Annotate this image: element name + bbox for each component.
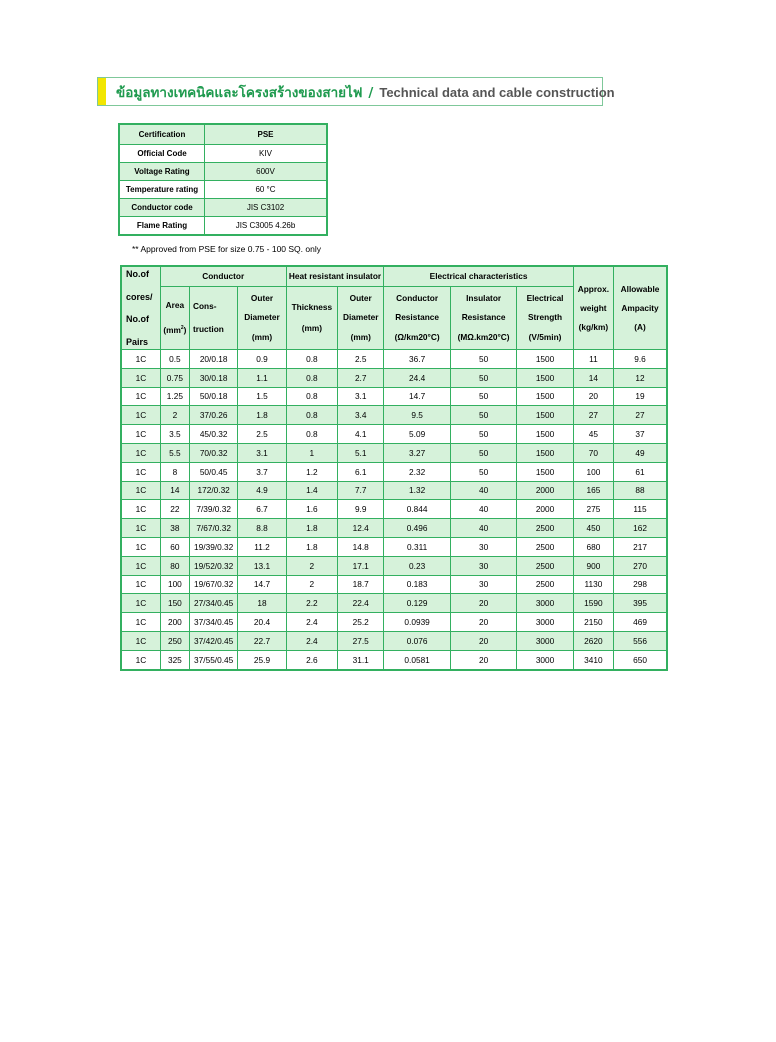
cell-insulator-resistance: 20 xyxy=(450,594,516,613)
cell-construction: 30/0.18 xyxy=(189,368,237,387)
header-outer-diameter: Outer Diameter (mm) xyxy=(238,286,286,349)
cell-electrical-strength: 1500 xyxy=(517,387,573,406)
cell-area: 38 xyxy=(160,519,189,538)
cell-electrical-strength: 1500 xyxy=(517,368,573,387)
header-weight: Approx. weight (kg/km) xyxy=(573,266,613,350)
cell-insulator-outer-diameter: 9.9 xyxy=(338,500,384,519)
header-ampacity: Allowable Ampacity (A) xyxy=(614,266,667,350)
cell-cores: 1C xyxy=(121,500,160,519)
cell-electrical-strength: 2500 xyxy=(517,556,573,575)
cell-construction: 37/55/0.45 xyxy=(189,650,237,669)
cert-row xyxy=(119,181,327,199)
cell-construction: 45/0.32 xyxy=(189,425,237,444)
cell-cores: 1C xyxy=(121,425,160,444)
cell-area: 22 xyxy=(160,500,189,519)
cell-thickness: 2.2 xyxy=(286,594,337,613)
title-accent-bar xyxy=(98,78,106,105)
cert-label: Official Code xyxy=(119,145,205,163)
cell-insulator-resistance: 40 xyxy=(450,481,516,500)
cell-thickness: 1.8 xyxy=(286,519,337,538)
cell-electrical-strength: 1500 xyxy=(517,425,573,444)
cell-weight: 2620 xyxy=(573,631,613,650)
cell-insulator-outer-diameter: 25.2 xyxy=(338,613,384,632)
cell-construction: 172/0.32 xyxy=(189,481,237,500)
cell-outer-diameter: 14.7 xyxy=(238,575,286,594)
table-row xyxy=(121,519,667,538)
cell-thickness: 1.8 xyxy=(286,537,337,556)
cell-construction: 19/39/0.32 xyxy=(189,537,237,556)
header-heat-insulator: Heat resistant insulator xyxy=(286,266,384,286)
cell-thickness: 1.4 xyxy=(286,481,337,500)
table-row xyxy=(121,406,667,425)
cell-weight: 900 xyxy=(573,556,613,575)
cell-area: 0.75 xyxy=(160,368,189,387)
cell-outer-diameter: 2.5 xyxy=(238,425,286,444)
cell-insulator-outer-diameter: 22.4 xyxy=(338,594,384,613)
technical-data-table xyxy=(120,265,668,671)
cell-electrical-strength: 1500 xyxy=(517,443,573,462)
cell-insulator-outer-diameter: 7.7 xyxy=(338,481,384,500)
cell-construction: 27/34/0.45 xyxy=(189,594,237,613)
cell-weight: 2150 xyxy=(573,613,613,632)
table-row xyxy=(121,462,667,481)
cell-conductor-resistance: 14.7 xyxy=(384,387,450,406)
cell-outer-diameter: 13.1 xyxy=(238,556,286,575)
cell-cores: 1C xyxy=(121,631,160,650)
cell-electrical-strength: 2500 xyxy=(517,537,573,556)
cert-value: PSE xyxy=(205,124,328,145)
cell-cores: 1C xyxy=(121,481,160,500)
cell-ampacity: 27 xyxy=(614,406,667,425)
cell-insulator-resistance: 50 xyxy=(450,425,516,444)
cell-thickness: 0.8 xyxy=(286,387,337,406)
cell-outer-diameter: 1.8 xyxy=(238,406,286,425)
cell-weight: 1590 xyxy=(573,594,613,613)
cell-insulator-resistance: 30 xyxy=(450,537,516,556)
cell-conductor-resistance: 0.0939 xyxy=(384,613,450,632)
cell-insulator-outer-diameter: 5.1 xyxy=(338,443,384,462)
cell-outer-diameter: 1.5 xyxy=(238,387,286,406)
cell-area: 5.5 xyxy=(160,443,189,462)
cell-insulator-outer-diameter: 3.4 xyxy=(338,406,384,425)
cell-conductor-resistance: 0.183 xyxy=(384,575,450,594)
cell-conductor-resistance: 9.5 xyxy=(384,406,450,425)
cell-conductor-resistance: 0.844 xyxy=(384,500,450,519)
cell-insulator-outer-diameter: 18.7 xyxy=(338,575,384,594)
cell-construction: 7/67/0.32 xyxy=(189,519,237,538)
cell-insulator-outer-diameter: 2.5 xyxy=(338,350,384,369)
cell-ampacity: 395 xyxy=(614,594,667,613)
cell-cores: 1C xyxy=(121,387,160,406)
cell-insulator-resistance: 20 xyxy=(450,631,516,650)
cell-insulator-resistance: 50 xyxy=(450,350,516,369)
cell-construction: 20/0.18 xyxy=(189,350,237,369)
cell-outer-diameter: 1.1 xyxy=(238,368,286,387)
cell-area: 0.5 xyxy=(160,350,189,369)
cell-conductor-resistance: 0.23 xyxy=(384,556,450,575)
table-row xyxy=(121,350,667,369)
cell-ampacity: 19 xyxy=(614,387,667,406)
cell-insulator-resistance: 40 xyxy=(450,519,516,538)
header-construction: Cons- truction xyxy=(189,286,237,349)
cell-construction: 70/0.32 xyxy=(189,443,237,462)
cert-value: 600V xyxy=(205,163,328,181)
cell-ampacity: 217 xyxy=(614,537,667,556)
header-no-of: No.of cores/ No.of Pairs xyxy=(121,266,160,350)
table-row xyxy=(121,443,667,462)
cell-conductor-resistance: 5.09 xyxy=(384,425,450,444)
cell-conductor-resistance: 0.129 xyxy=(384,594,450,613)
cell-outer-diameter: 8.8 xyxy=(238,519,286,538)
cell-outer-diameter: 3.1 xyxy=(238,443,286,462)
cell-construction: 37/42/0.45 xyxy=(189,631,237,650)
cell-ampacity: 12 xyxy=(614,368,667,387)
cell-insulator-outer-diameter: 14.8 xyxy=(338,537,384,556)
cert-value: 60 °C xyxy=(205,181,328,199)
cell-area: 14 xyxy=(160,481,189,500)
cell-area: 3.5 xyxy=(160,425,189,444)
cell-electrical-strength: 2500 xyxy=(517,519,573,538)
table-row xyxy=(121,481,667,500)
cell-thickness: 0.8 xyxy=(286,350,337,369)
cell-conductor-resistance: 2.32 xyxy=(384,462,450,481)
header-area: Area $(mm^2)$ xyxy=(160,286,189,349)
cell-thickness: 0.8 xyxy=(286,406,337,425)
cell-electrical-strength: 3000 xyxy=(517,594,573,613)
cell-area: 8 xyxy=(160,462,189,481)
cert-value: JIS C3102 xyxy=(205,199,328,217)
cell-conductor-resistance: 0.311 xyxy=(384,537,450,556)
cell-area: 325 xyxy=(160,650,189,669)
cell-conductor-resistance: 1.32 xyxy=(384,481,450,500)
cell-electrical-strength: 1500 xyxy=(517,350,573,369)
cell-construction: 50/0.45 xyxy=(189,462,237,481)
cell-outer-diameter: 6.7 xyxy=(238,500,286,519)
cell-thickness: 2.6 xyxy=(286,650,337,669)
cert-label: Certification xyxy=(119,124,205,145)
table-row xyxy=(121,368,667,387)
cell-insulator-resistance: 20 xyxy=(450,650,516,669)
cert-value: JIS C3005 4.26b xyxy=(205,217,328,236)
cell-ampacity: 61 xyxy=(614,462,667,481)
cell-cores: 1C xyxy=(121,350,160,369)
cell-conductor-resistance: 0.496 xyxy=(384,519,450,538)
cell-weight: 27 xyxy=(573,406,613,425)
cell-electrical-strength: 2000 xyxy=(517,500,573,519)
header-thickness: Thickness (mm) xyxy=(286,286,337,349)
cell-cores: 1C xyxy=(121,406,160,425)
cell-construction: 19/67/0.32 xyxy=(189,575,237,594)
cell-cores: 1C xyxy=(121,650,160,669)
cell-construction: 50/0.18 xyxy=(189,387,237,406)
cell-ampacity: 49 xyxy=(614,443,667,462)
cell-ampacity: 88 xyxy=(614,481,667,500)
cert-row xyxy=(119,163,327,181)
cell-outer-diameter: 11.2 xyxy=(238,537,286,556)
cell-area: 1.25 xyxy=(160,387,189,406)
cell-thickness: 1 xyxy=(286,443,337,462)
cell-insulator-resistance: 30 xyxy=(450,575,516,594)
cell-cores: 1C xyxy=(121,594,160,613)
cert-row xyxy=(119,145,327,163)
cell-insulator-resistance: 30 xyxy=(450,556,516,575)
cell-insulator-resistance: 50 xyxy=(450,462,516,481)
cell-weight: 45 xyxy=(573,425,613,444)
cell-outer-diameter: 20.4 xyxy=(238,613,286,632)
cell-electrical-strength: 2500 xyxy=(517,575,573,594)
cell-cores: 1C xyxy=(121,575,160,594)
cell-area: 250 xyxy=(160,631,189,650)
cell-cores: 1C xyxy=(121,556,160,575)
header-conductor-resistance: Conductor Resistance (Ω/km20°C) xyxy=(384,286,450,349)
cell-area: 150 xyxy=(160,594,189,613)
cell-outer-diameter: 18 xyxy=(238,594,286,613)
cell-conductor-resistance: 0.0581 xyxy=(384,650,450,669)
cell-electrical-strength: 1500 xyxy=(517,462,573,481)
cell-electrical-strength: 2000 xyxy=(517,481,573,500)
cell-ampacity: 298 xyxy=(614,575,667,594)
cell-insulator-outer-diameter: 6.1 xyxy=(338,462,384,481)
title-english: Technical data and cable construction xyxy=(379,84,615,100)
header-insulator-resistance: Insulator Resistance (MΩ.km20°C) xyxy=(450,286,516,349)
cell-electrical-strength: 1500 xyxy=(517,406,573,425)
cell-ampacity: 37 xyxy=(614,425,667,444)
cell-thickness: 2.4 xyxy=(286,631,337,650)
cell-ampacity: 162 xyxy=(614,519,667,538)
cell-insulator-outer-diameter: 12.4 xyxy=(338,519,384,538)
cell-insulator-resistance: 50 xyxy=(450,406,516,425)
cell-insulator-resistance: 20 xyxy=(450,613,516,632)
cell-insulator-outer-diameter: 17.1 xyxy=(338,556,384,575)
cell-thickness: 1.6 xyxy=(286,500,337,519)
cell-construction: 37/0.26 xyxy=(189,406,237,425)
cell-cores: 1C xyxy=(121,443,160,462)
cell-outer-diameter: 4.9 xyxy=(238,481,286,500)
cell-thickness: 2 xyxy=(286,556,337,575)
section-title-box xyxy=(97,77,615,106)
table-row xyxy=(121,500,667,519)
cert-row xyxy=(119,124,327,145)
cell-insulator-outer-diameter: 3.1 xyxy=(338,387,384,406)
cell-outer-diameter: 3.7 xyxy=(238,462,286,481)
cell-area: 80 xyxy=(160,556,189,575)
cell-electrical-strength: 3000 xyxy=(517,613,573,632)
table-row xyxy=(121,650,667,669)
cert-label: Conductor code xyxy=(119,199,205,217)
cell-thickness: 1.2 xyxy=(286,462,337,481)
header-electrical: Electrical characteristics xyxy=(384,266,573,286)
cell-insulator-resistance: 50 xyxy=(450,368,516,387)
cell-weight: 1130 xyxy=(573,575,613,594)
table-row xyxy=(121,631,667,650)
cell-cores: 1C xyxy=(121,519,160,538)
cell-cores: 1C xyxy=(121,613,160,632)
table-row xyxy=(121,556,667,575)
cert-value: KIV xyxy=(205,145,328,163)
cell-outer-diameter: 22.7 xyxy=(238,631,286,650)
table-row xyxy=(121,425,667,444)
cell-cores: 1C xyxy=(121,368,160,387)
cell-construction: 37/34/0.45 xyxy=(189,613,237,632)
cell-insulator-resistance: 50 xyxy=(450,387,516,406)
cell-weight: 450 xyxy=(573,519,613,538)
cell-ampacity: 115 xyxy=(614,500,667,519)
cell-conductor-resistance: 36.7 xyxy=(384,350,450,369)
cell-electrical-strength: 3000 xyxy=(517,650,573,669)
cell-ampacity: 650 xyxy=(614,650,667,669)
cell-thickness: 0.8 xyxy=(286,368,337,387)
cell-cores: 1C xyxy=(121,462,160,481)
cell-weight: 275 xyxy=(573,500,613,519)
cell-ampacity: 270 xyxy=(614,556,667,575)
cell-construction: 7/39/0.32 xyxy=(189,500,237,519)
cell-area: 2 xyxy=(160,406,189,425)
cell-weight: 3410 xyxy=(573,650,613,669)
cert-label: Voltage Rating xyxy=(119,163,205,181)
cell-conductor-resistance: 3.27 xyxy=(384,443,450,462)
cell-thickness: 2 xyxy=(286,575,337,594)
cell-ampacity: 9.6 xyxy=(614,350,667,369)
section-title xyxy=(106,81,615,103)
cert-row xyxy=(119,199,327,217)
cell-weight: 70 xyxy=(573,443,613,462)
cell-ampacity: 469 xyxy=(614,613,667,632)
approval-note: ** Approved from PSE for size 0.75 - 100 SQ. only xyxy=(132,244,321,254)
header-conductor: Conductor xyxy=(160,266,286,286)
cell-insulator-resistance: 40 xyxy=(450,500,516,519)
title-separator: / xyxy=(368,84,374,101)
cert-label: Temperature rating xyxy=(119,181,205,199)
cell-thickness: 0.8 xyxy=(286,425,337,444)
cell-weight: 100 xyxy=(573,462,613,481)
table-row xyxy=(121,613,667,632)
cell-conductor-resistance: 0.076 xyxy=(384,631,450,650)
cell-ampacity: 556 xyxy=(614,631,667,650)
header-electrical-strength: Electrical Strength (V/5min) xyxy=(517,286,573,349)
cell-area: 200 xyxy=(160,613,189,632)
table-row xyxy=(121,594,667,613)
cert-row xyxy=(119,217,327,236)
cell-electrical-strength: 3000 xyxy=(517,631,573,650)
cell-weight: 165 xyxy=(573,481,613,500)
cell-construction: 19/52/0.32 xyxy=(189,556,237,575)
cell-area: 60 xyxy=(160,537,189,556)
cell-conductor-resistance: 24.4 xyxy=(384,368,450,387)
cell-outer-diameter: 25.9 xyxy=(238,650,286,669)
table-row xyxy=(121,387,667,406)
cell-insulator-resistance: 50 xyxy=(450,443,516,462)
title-thai: ข้อมูลทางเทคนิคและโครงสร้างของสายไฟ xyxy=(116,84,363,101)
cell-weight: 14 xyxy=(573,368,613,387)
cell-area: 100 xyxy=(160,575,189,594)
cell-cores: 1C xyxy=(121,537,160,556)
cell-weight: 11 xyxy=(573,350,613,369)
cell-insulator-outer-diameter: 27.5 xyxy=(338,631,384,650)
header-insulator-outer-diameter: Outer Diameter (mm) xyxy=(338,286,384,349)
cert-label: Flame Rating xyxy=(119,217,205,236)
table-row xyxy=(121,537,667,556)
cell-outer-diameter: 0.9 xyxy=(238,350,286,369)
cell-insulator-outer-diameter: 31.1 xyxy=(338,650,384,669)
cell-weight: 680 xyxy=(573,537,613,556)
cell-thickness: 2.4 xyxy=(286,613,337,632)
cell-insulator-outer-diameter: 2.7 xyxy=(338,368,384,387)
certification-table xyxy=(118,123,328,236)
cell-insulator-outer-diameter: 4.1 xyxy=(338,425,384,444)
cell-weight: 20 xyxy=(573,387,613,406)
table-row xyxy=(121,575,667,594)
